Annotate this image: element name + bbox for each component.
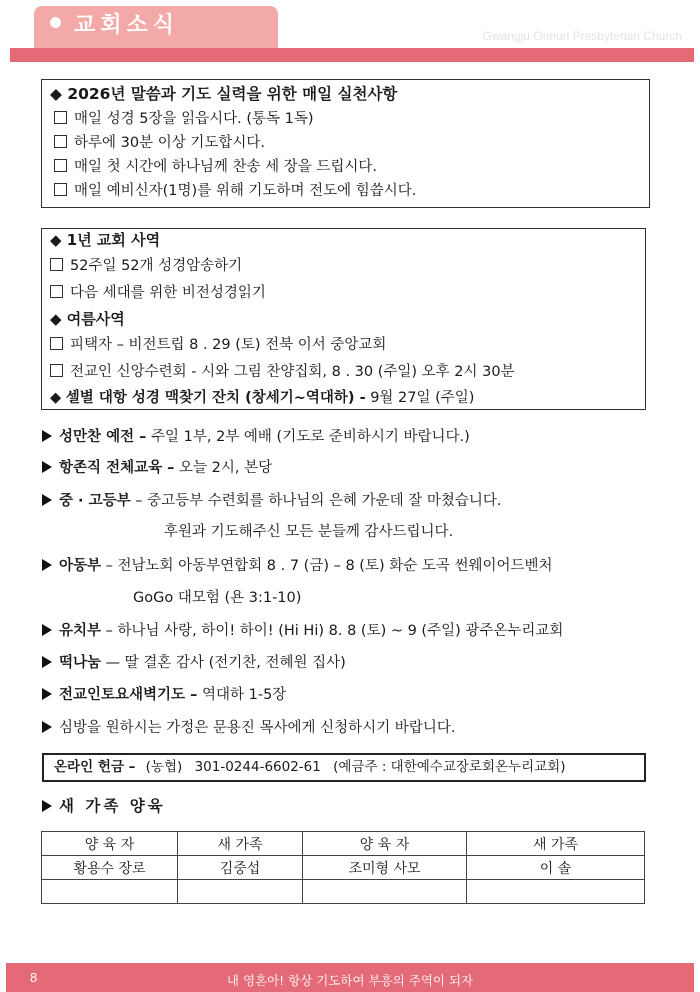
- news-item: [42, 555, 553, 577]
- news-label: 항존직 전체교육 –: [59, 460, 175, 476]
- news-text: – 하나님 사랑, 하이! 하이! (Hi Hi) 8. 8 (토) ~ 9 (주일) 광주온누리교회: [105, 623, 564, 639]
- news-continuation: GoGo 대모험 (욘 3:1-10): [133, 590, 302, 606]
- table-cell: 김중섭: [178, 856, 303, 880]
- offering-account: 301-0244-6602-61: [194, 759, 321, 775]
- news-item: [42, 652, 346, 674]
- ministry-item-text: 다음 세대를 위한 비전성경읽기: [70, 285, 266, 301]
- practice-item-text: 하루에 30분 이상 기도합시다.: [74, 135, 265, 151]
- checkbox-icon: [54, 111, 67, 124]
- news-label: 전교인토요새벽기도 –: [59, 687, 198, 703]
- table-cell: [467, 880, 645, 904]
- news-label: 중 · 고등부: [59, 493, 131, 509]
- ministry-item: [50, 254, 242, 278]
- ministry-last: [50, 386, 474, 410]
- ministry-last-date: 9월 27일 (주일): [370, 390, 475, 406]
- ministry-last-bold: 셀별 대항 성경 맥찾기 잔치 (창세기~역대하) -: [65, 390, 366, 406]
- checkbox-icon: [50, 285, 63, 298]
- table-header-cell: 양 육 자: [42, 832, 178, 856]
- ministry-item-text: 전교인 신앙수련회 - 시와 그림 찬양집회, 8 . 30 (주일) 오후 2시 30분: [70, 364, 515, 380]
- news-text: – 전남노회 아동부연합회 8 . 7 (금) – 8 (토) 화순 도곡 썬웨이어드벤처: [105, 558, 553, 574]
- table-row: [42, 856, 645, 880]
- practice-item-text: 매일 예비신자(1명)를 위해 기도하며 전도에 힘씁시다.: [74, 183, 417, 199]
- dot-icon: [50, 17, 61, 28]
- page-number: 8: [30, 970, 38, 985]
- table-cell: 이 솔: [467, 856, 645, 880]
- practice-box: [41, 79, 650, 208]
- new-family-title: 새 가족 양육: [59, 797, 166, 815]
- diamond-icon: ◆: [50, 310, 62, 328]
- ministry-title-2: [50, 307, 125, 331]
- table-cell: 황용수 장로: [42, 856, 178, 880]
- triangle-right-icon: [42, 430, 52, 442]
- footer-motto: 내 영혼아! 항상 기도하여 부흥의 주역이 되자: [226, 973, 474, 988]
- news-item: [42, 717, 455, 739]
- checkbox-icon: [50, 364, 63, 377]
- church-name: Gwangju Onnuri Presbyterian Church: [482, 29, 682, 43]
- table-header-row: [42, 832, 645, 856]
- news-item: [42, 426, 470, 448]
- diamond-icon: ◆: [50, 85, 62, 103]
- news-text: 역대하 1-5장: [201, 687, 287, 703]
- news-item: [42, 490, 502, 512]
- table-header-cell: 새 가족: [467, 832, 645, 856]
- ministry-item-text: 52주일 52개 성경암송하기: [70, 258, 243, 274]
- triangle-right-icon: [42, 461, 52, 473]
- practice-item-text: 매일 첫 시간에 하나님께 찬송 세 장을 드립시다.: [74, 159, 378, 175]
- section-title: 교회소식: [74, 13, 180, 38]
- table-row: [42, 880, 645, 904]
- ministry-item-text: 피택자 – 비전트립 8 . 29 (토) 전북 이서 중앙교회: [70, 337, 387, 353]
- offering-label: 온라인 헌금 –: [54, 759, 136, 775]
- news-label: 유치부: [59, 623, 102, 639]
- table-cell: [178, 880, 303, 904]
- table-header-cell: 새 가족: [178, 832, 303, 856]
- checkbox-icon: [54, 159, 67, 172]
- header-bar: [10, 48, 694, 62]
- new-family-table: [41, 831, 645, 904]
- news-item: [42, 620, 563, 642]
- triangle-right-icon: [42, 559, 52, 571]
- checkbox-icon: [50, 337, 63, 350]
- news-text: – 중고등부 수련회를 하나님의 은혜 가운데 잘 마쳤습니다.: [135, 493, 502, 509]
- practice-item: [54, 155, 377, 179]
- new-family-heading: [42, 795, 166, 818]
- practice-title: [50, 82, 397, 106]
- triangle-right-icon: [42, 624, 52, 636]
- practice-item: [54, 131, 265, 155]
- news-text: 오늘 2시, 본당: [179, 460, 273, 476]
- news-item: [42, 684, 286, 706]
- news-label: 성만찬 예전 –: [59, 429, 147, 445]
- news-label: 아동부: [59, 558, 102, 574]
- news-text: 주일 1부, 2부 예배 (기도로 준비하시기 바랍니다.): [151, 429, 470, 445]
- triangle-right-icon: [42, 494, 52, 506]
- diamond-icon: ◆: [50, 390, 62, 406]
- table-cell: [303, 880, 467, 904]
- offering-box: [42, 753, 646, 782]
- diamond-icon: ◆: [50, 231, 62, 249]
- triangle-right-icon: [42, 721, 52, 733]
- table-cell: 조미형 사모: [303, 856, 467, 880]
- table-cell: [42, 880, 178, 904]
- triangle-right-icon: [42, 656, 52, 668]
- ministry-item: [50, 333, 386, 357]
- ministry-title-1-text: 1년 교회 사역: [66, 231, 161, 249]
- ministry-title-1: [50, 228, 160, 252]
- news-text: 심방을 원하시는 가정은 문용진 목사에게 신청하시기 바랍니다.: [59, 720, 456, 736]
- offering-bank: (농협): [145, 759, 183, 775]
- ministry-box: [41, 228, 646, 410]
- triangle-right-icon: [42, 800, 52, 812]
- practice-item: [54, 107, 314, 131]
- checkbox-icon: [50, 258, 63, 271]
- practice-item: [54, 179, 416, 203]
- practice-item-text: 매일 성경 5장을 읽읍시다. (통독 1독): [74, 111, 314, 127]
- practice-title-text: 2026년 말씀과 기도 실력을 위한 매일 실천사항: [67, 85, 398, 103]
- news-text: — 딸 결혼 감사 (전기찬, 전혜원 집사): [105, 655, 346, 671]
- ministry-item: [50, 281, 266, 305]
- news-item: [42, 457, 272, 479]
- checkbox-icon: [54, 135, 67, 148]
- checkbox-icon: [54, 183, 67, 196]
- news-continuation: 후원과 기도해주신 모든 분들께 감사드립니다.: [164, 524, 454, 540]
- offering-holder: (예금주 : 대한예수교장로회온누리교회): [333, 759, 566, 775]
- table-header-cell: 양 육 자: [303, 832, 467, 856]
- triangle-right-icon: [42, 688, 52, 700]
- ministry-title-2-text: 여름사역: [66, 310, 125, 328]
- news-label: 떡나눔: [59, 655, 102, 671]
- ministry-item: [50, 360, 515, 384]
